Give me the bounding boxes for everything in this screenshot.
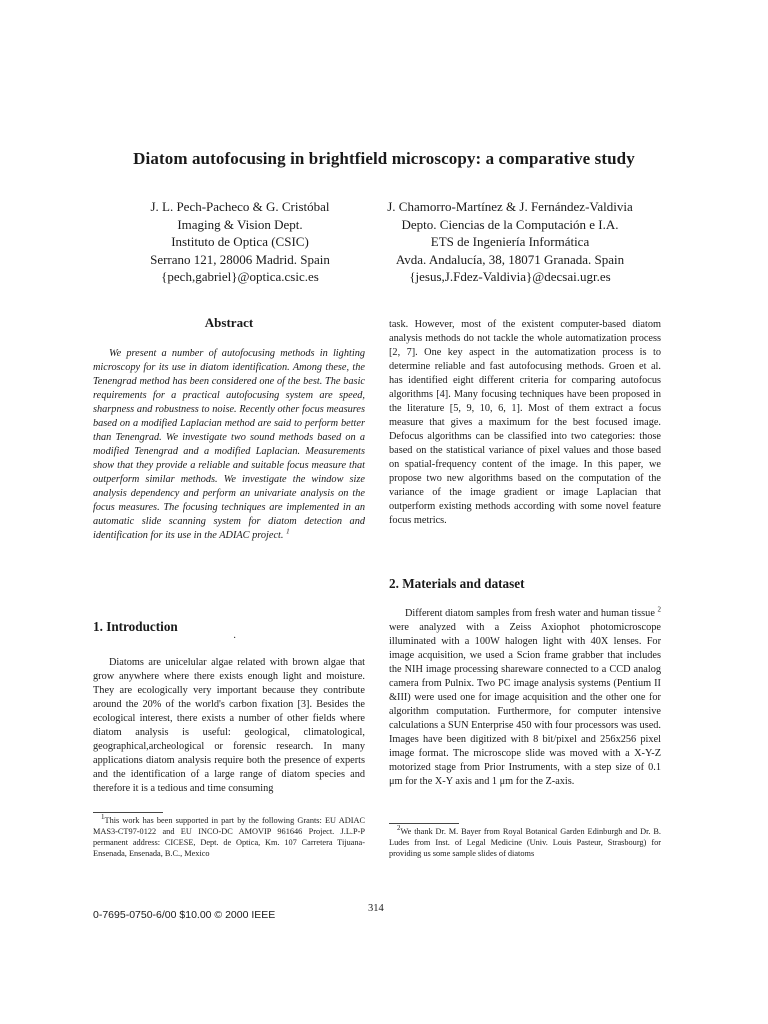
authors-left-block (105, 198, 375, 286)
abstract-heading: Abstract (204, 315, 254, 330)
materials-paragraph-start: Different diatom samples from fresh water and human tissue (405, 608, 655, 619)
footnote-left (93, 815, 365, 859)
affiliation-institute-left: Instituto de Optica (CSIC) (171, 234, 309, 249)
affiliation-dept-right: Depto. Ciencias de la Computación e I.A. (401, 216, 619, 232)
footnote-right-mark: 2 (397, 824, 401, 833)
continuation-paragraph: task. However, most of the existent computer-based diatom analysis methods do not tackle the whole automatization process [2, 7]. One key aspect in the automatization process is to determine reliable and fast autofocusing methods. Groen et al. has identified eight different criteria for comparing autofocus algorithms [4]. Many focusing techniques have been proposed in the literature [5, 9, 10, 6, 1]. Most of them extract a focus measure that gives a maximum for the best focused image. Defocus algorithms can be classified into two categories: those based on the statistical variance of pixel values and those based on spatial-frequency content of the image. In this paper, we propose two new algorithms based on the computation of the variance of the image gradient or image Laplacian that outperform existing methods according with some novel feature focus metrics. (389, 319, 661, 526)
address-left: Serrano 121, 28006 Madrid. Spain (150, 251, 330, 267)
footnote-right-text: We thank Dr. M. Bayer from Royal Botanical Garden Edinburgh and Dr. B. Ludes from Inst. of Legal Medicine (Univ. Louis Pasteur, Strasbourg) for providing us some sample slides of diatoms (389, 827, 661, 858)
abstract-text (93, 347, 365, 543)
email-right: {jesus,J.Fdez-Valdivia}@decsai.ugr.es (409, 269, 611, 284)
author-names-right: J. Chamorro-Martínez & J. Fernández-Valdivia (387, 199, 633, 214)
email-left: {pech,gabriel}@optica.csic.es (161, 269, 319, 284)
materials-footnote-mark: 2 (657, 605, 662, 614)
stray-dot: · (233, 633, 237, 644)
affiliation-school-right: ETS de Ingeniería Informática (430, 234, 590, 249)
materials-paragraph-rest: were analyzed with a Zeiss Axiophot photomicroscope illuminated with a 100W halogen light with 40X lenses. For image acquisition, we used a Scion frame grabber that includes the NIH image processing shareware connected to a CCD analog camera from Pulnix. Two PC image analysis systems (Pentium II &III) were used one for image acquisition and the other one for algorithm computation. Furthermore, for computer intensive calculations a SUN Enterprise 450 with four processors was used. Images have been digitized with 8 bit/pixel and 256x256 pixel image format. The microscope slide was moved with a X-Y-Z motorized stage from Prior Instruments, with a step size of 0.1 μm for the X-Y axis and 1 μm for the Z-axis. (389, 622, 661, 787)
paper-title: Diatom autofocusing in brightfield microscopy: a comparative study (133, 149, 635, 168)
section-heading-introduction: 1. Introduction (93, 619, 178, 634)
right-column-continuation (389, 318, 661, 528)
page-number: 314 (368, 903, 384, 914)
authors-right-block (350, 198, 670, 286)
abstract-paragraph: We present a number of autofocusing methods in lighting microscopy for its use in diatom identification. Among these, the Tenengrad method has been considered one of the best. The basic requirements for a practical autofocusing system are speed, sharpness and robustness to noise. Recently other focus measures based on a modified Laplacian method are said to perform better than Tenengrad. We investigate two sound methods based on a modified Tenengrad and a modified Laplacian. Measurements show that they provide a reliable and suitable focus measure that outperform similar methods. We investigate the window size analysis dependency and perform an univariate analysis on the focus measures. The focusing techniques are implemented in an automatic slide scanning system for diatom detection and identification for its use in the ADIAC project. (93, 348, 365, 541)
footnote-right (389, 826, 661, 859)
footnote-left-text: This work has been supported in part by the following Grants: EU ADIAC MAS3-CT97-0122 and EU INCO-DC AMOVIP 961646 Project. J.L.P-P permanent address: CICESE, Dept. de Optica, Km. 107 Carretera Tijuana-Ensenada, Ensenada, B.C., Mexico (93, 816, 365, 858)
author-names-left: J. L. Pech-Pacheco & G. Cristóbal (150, 199, 330, 214)
affiliation-dept-left: Imaging & Vision Dept. (177, 216, 303, 232)
introduction-paragraph: Diatoms are unicelular algae related with brown algae that grow anywhere where there exists enough light and moisture. They are ecologically very important because they contribute around the 20% of the world's carbon fixation [3]. Besides the ecological interest, there exists a number of other fields where diatom analysis is useful: geological, climatological, geographical,archeological or forensic research. In many applications diatom analysis require both the presence of experts and the identification of a large range of diatom species and therefore it is a tedious and time consuming (93, 657, 365, 794)
abstract-footnote-mark: 1 (286, 527, 290, 536)
address-right: Avda. Andalucía, 38, 18071 Granada. Spain (395, 251, 625, 267)
copyright-isbn: 0-7695-0750-6/00 $10.00 © 2000 IEEE (93, 909, 276, 921)
introduction-text (93, 656, 365, 796)
footnote-left-mark: 1 (101, 813, 105, 822)
materials-text (389, 607, 661, 789)
section-heading-materials: 2. Materials and dataset (389, 576, 525, 591)
